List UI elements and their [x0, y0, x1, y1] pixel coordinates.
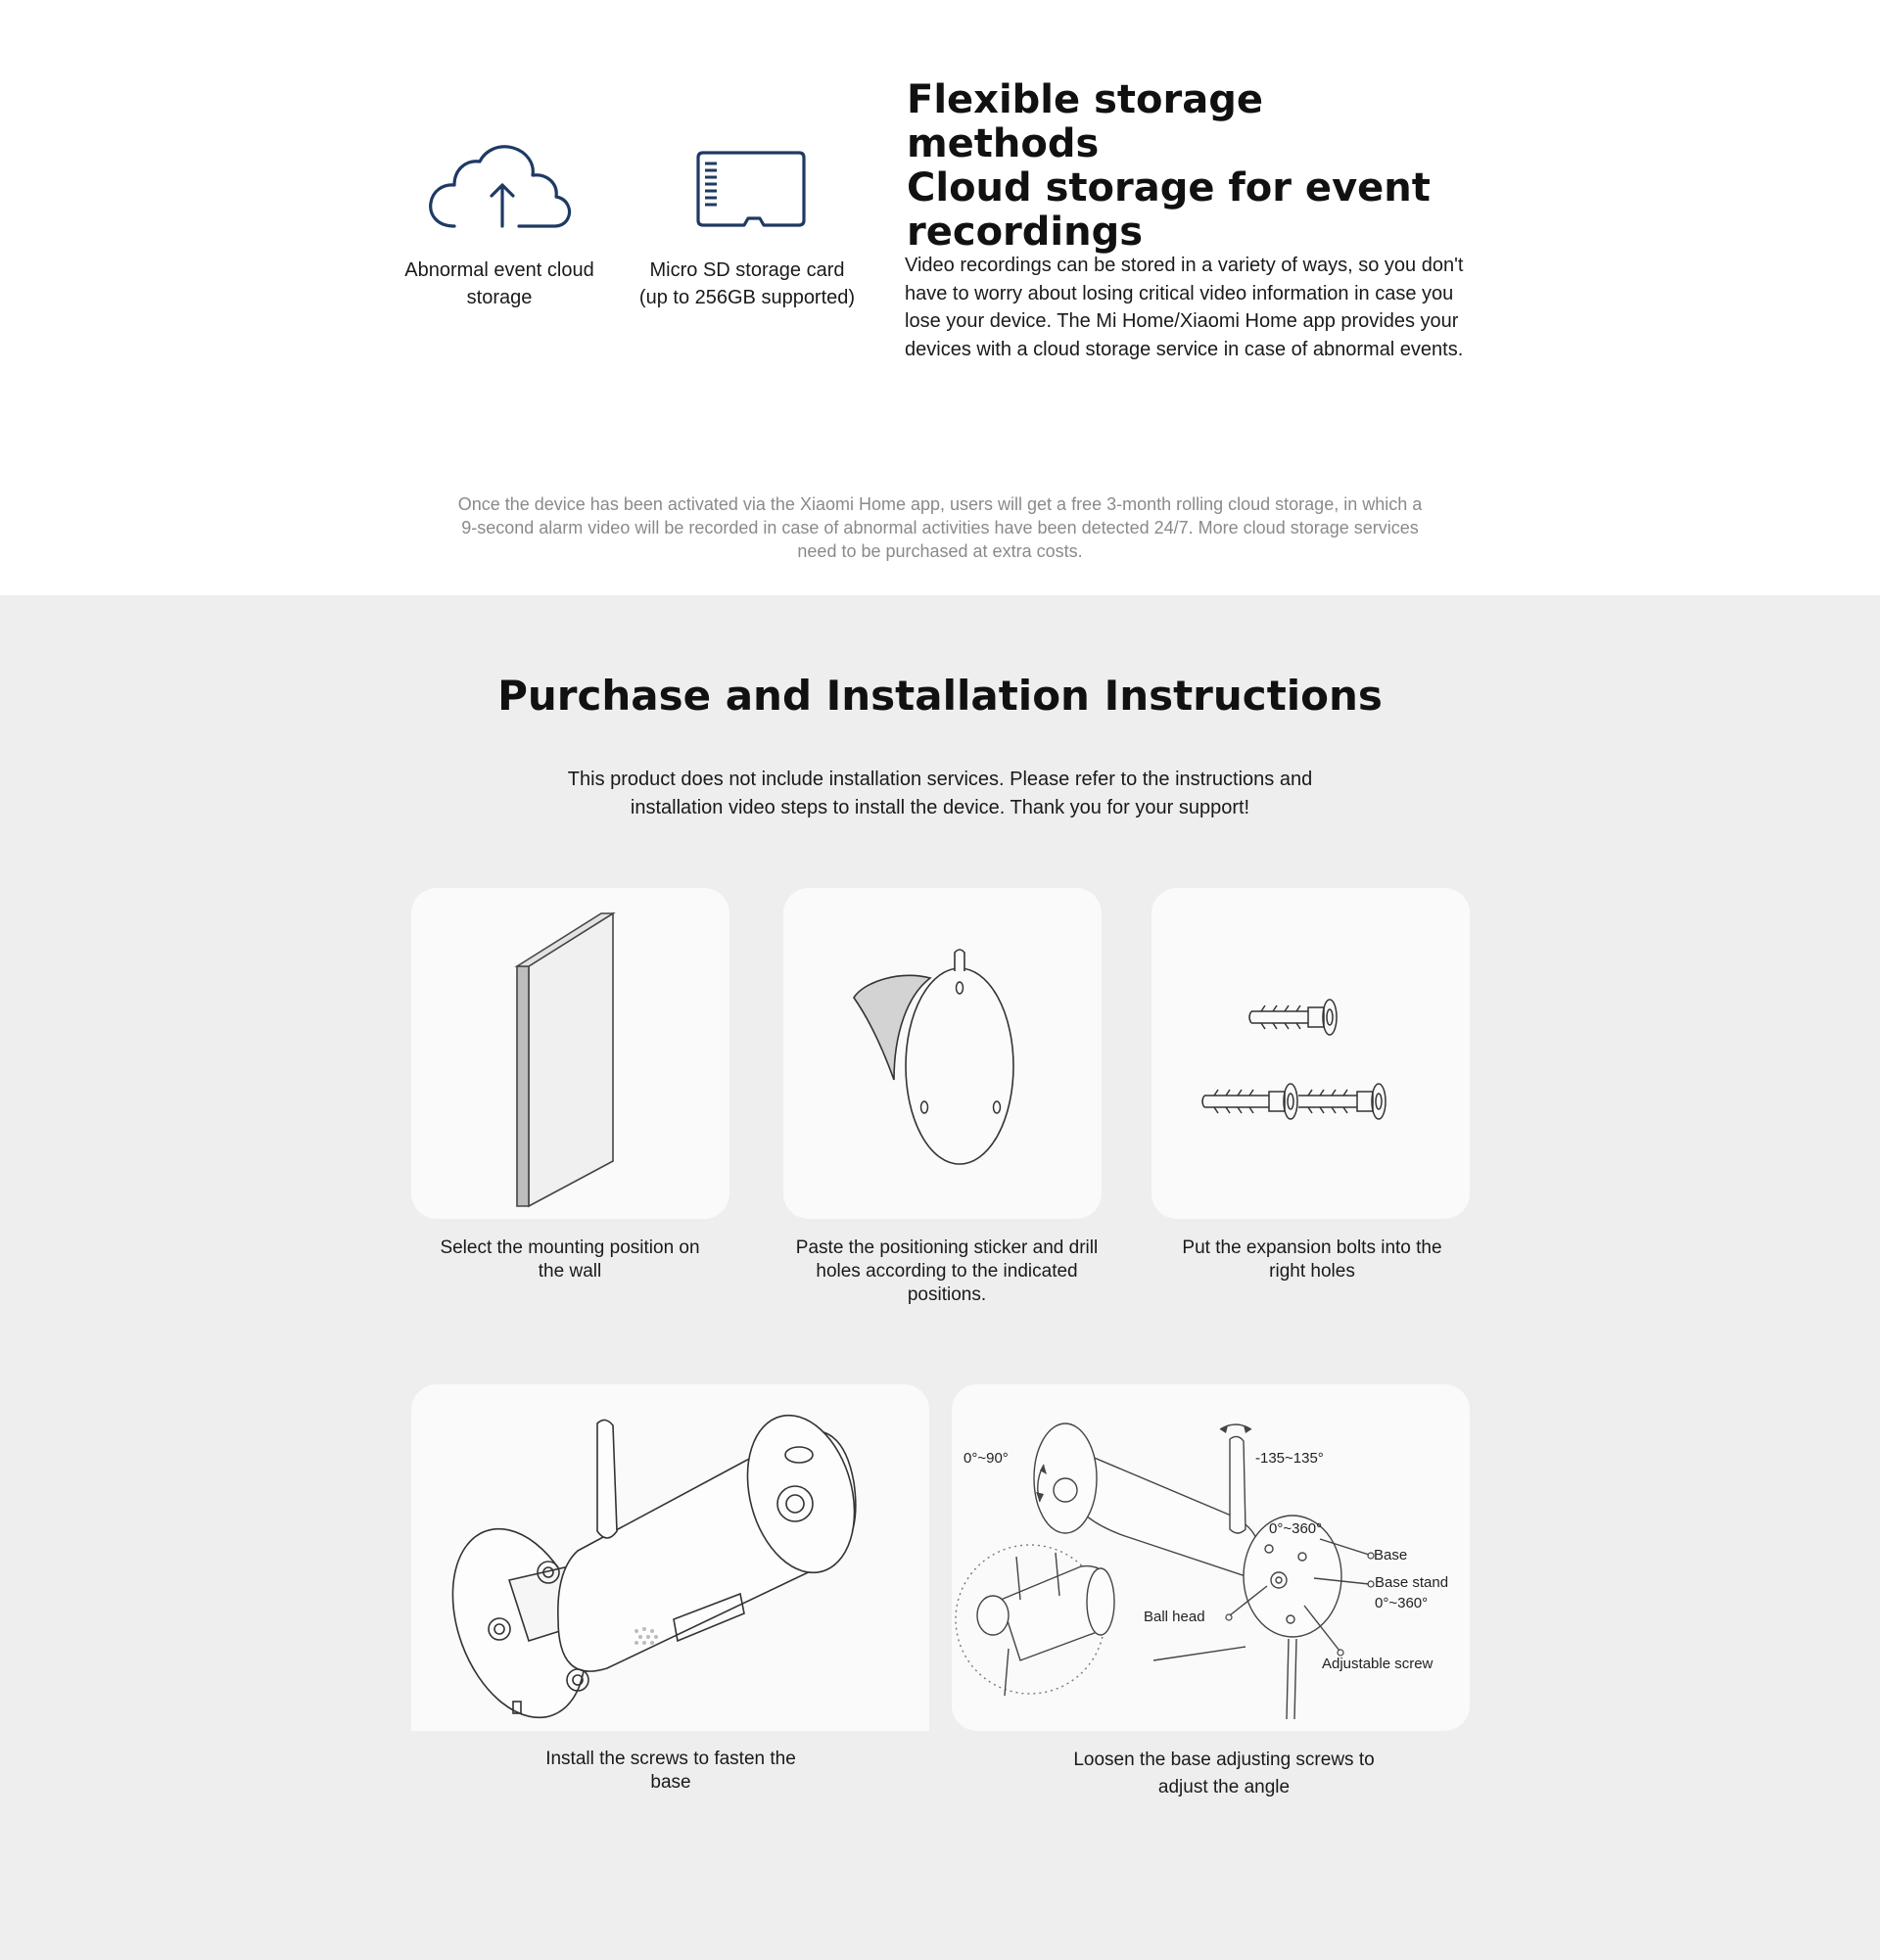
- cloud-upload-icon: [425, 142, 574, 230]
- step-caption-5: Loosen the base adjusting screws to adjust the angle: [1073, 1750, 1375, 1797]
- camera-mount-illustration: [411, 1384, 929, 1731]
- angle-adjustment-illustration: [952, 1384, 1470, 1731]
- step-caption-4: Install the screws to fasten the base: [545, 1749, 796, 1793]
- rotate-range-label: -135~135°: [1255, 1450, 1324, 1467]
- step-caption-2: Paste the positioning sticker and drill holes according to the indicated positions.: [795, 1237, 1099, 1305]
- ball-head-label: Ball head: [1144, 1609, 1205, 1625]
- swivel-range-label: 0°~360°: [1269, 1520, 1323, 1537]
- storage-title-line2: Cloud storage for event recordings: [907, 165, 1431, 255]
- storage-title: [907, 78, 1455, 255]
- installation-subtitle: This product does not include installation services. Please refer to the instructions and installation video steps to install the device. Thank you for your support!: [567, 769, 1313, 818]
- storage-section: [0, 0, 1880, 595]
- storage-description: Video recordings can be stored in a variety of ways, so you don't have to worry about losing critical video information in case you lose your device. The Mi Home/Xiaomi Home app provides your devices with a cloud storage service in case of abnormal events.: [905, 255, 1464, 360]
- wall-panel-illustration: [411, 888, 729, 1219]
- tilt-range-label: 0°~90°: [964, 1450, 1009, 1467]
- base-stand-range-label: 0°~360°: [1375, 1595, 1429, 1611]
- step-caption-1: Select the mounting position on the wall: [440, 1237, 700, 1282]
- step-card-wall: [411, 888, 729, 1219]
- step-card-sticker: [783, 888, 1102, 1219]
- step-card-bolts: [1152, 888, 1470, 1219]
- base-stand-label: Base stand: [1375, 1574, 1449, 1591]
- expansion-bolts-illustration: [1152, 888, 1470, 1219]
- step-caption-3: Put the expansion bolts into the right holes: [1182, 1237, 1442, 1282]
- feature-label-sd: Micro SD storage card (up to 256GB supported): [638, 259, 856, 308]
- step-card-screws: [411, 1384, 929, 1731]
- sd-card-icon: [695, 150, 807, 228]
- storage-footnote: Once the device has been activated via the Xiaomi Home app, users will get a free 3-month rolling cloud storage, in which a 9-second alarm video will be recorded in case of abnormal activities have been detected 24/7. More cloud storage services need to be purchased at extra costs.: [457, 494, 1423, 561]
- step-card-adjust: [952, 1384, 1470, 1731]
- positioning-sticker-illustration: [783, 888, 1102, 1219]
- installation-title: Purchase and Installation Instructions: [497, 672, 1383, 720]
- adjustable-screw-label: Adjustable screw: [1322, 1656, 1434, 1672]
- base-label: Base: [1374, 1547, 1408, 1563]
- feature-label-cloud: Abnormal event cloud storage: [404, 259, 594, 308]
- storage-title-line1: Flexible storage methods: [907, 77, 1263, 166]
